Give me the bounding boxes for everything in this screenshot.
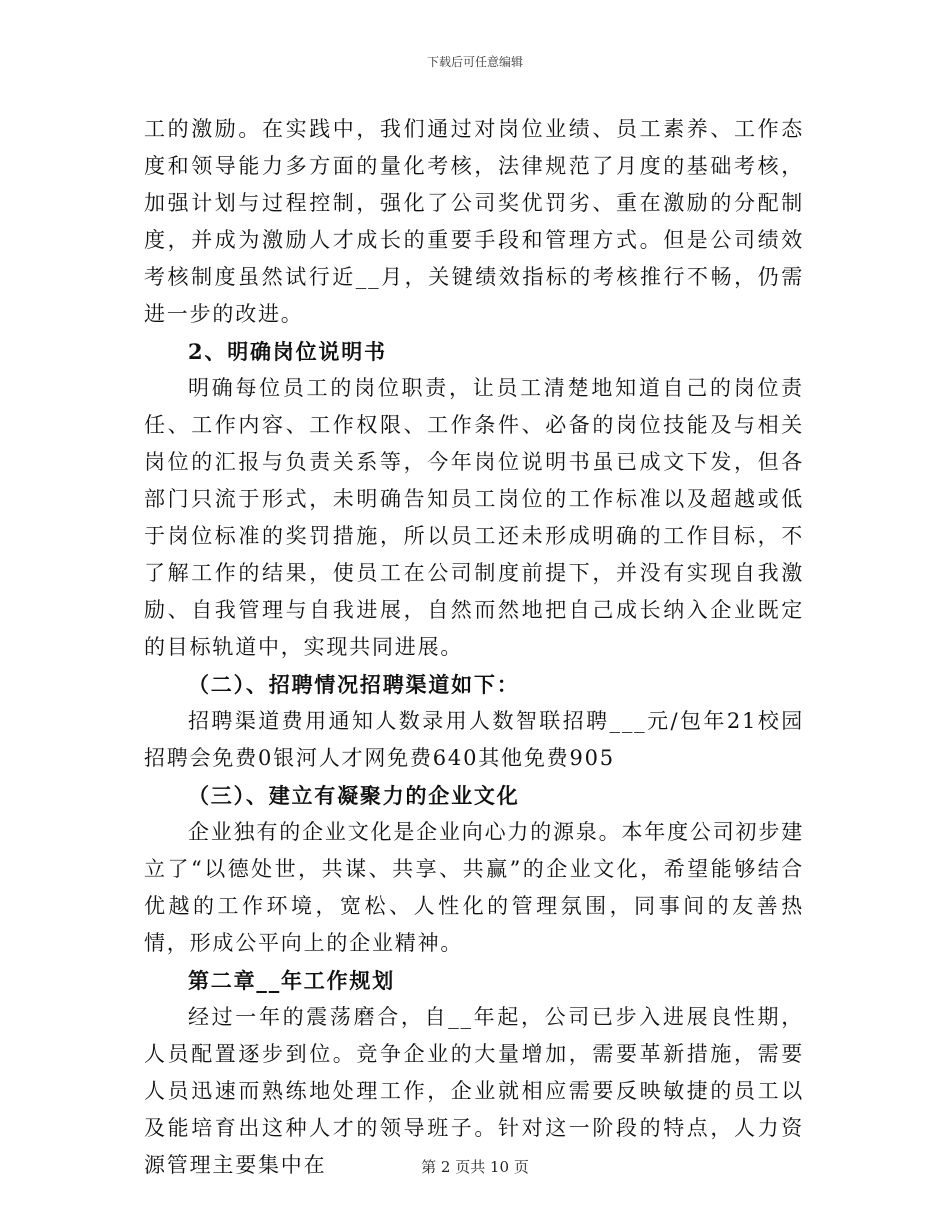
heading-culture: （三）、建立有凝聚力的企业文化 (188, 783, 520, 808)
paragraph-recruitment: 招聘渠道费用通知人数录用人数智联招聘___元/包年21校园招聘会免费0银河人才网免费640其他免费905 (144, 709, 804, 770)
paragraph-work-plan: 经过一年的震荡磨合，自__年起，公司已步入进展良性期，人员配置逐步到位。竞争企业的大量增加，需要革新措施，需要人员迅速而熟练地处理工作，企业就相应需要反映敏捷的员工以及能培育出这种人才的领导班子。针对这一阶段的特点，人力资源管理主要集中在 (144, 1005, 804, 1177)
paragraph-job-description: 明确每位员工的岗位职责，让员工清楚地知道自己的岗位责任、工作内容、工作权限、工作条件、必备的岗位技能及与相关岗位的汇报与负责关系等，今年岗位说明书虽已成文下发，但各部门只流于形式，未明确告知员工岗位的工作标准以及超越或低于岗位标准的奖罚措施，所以员工还未形成明确的工作目标，不了解工作的结果，使员工在公司制度前提下，并没有实现自我激励、自我管理与自我进展，自然而然地把自己成长纳入企业既定的目标轨道中，实现共同进展。 (144, 376, 804, 659)
heading-job-description: 2、明确岗位说明书 (188, 339, 387, 364)
paragraph-performance: 工的激励。在实践中，我们通过对岗位业绩、员工素养、工作态度和领导能力多方面的量化考核，法律规范了月度的基础考核，加强计划与过程控制，强化了公司奖优罚劣、重在激励的分配制度，并成为激励人才成长的重要手段和管理方式。但是公司绩效考核制度虽然试行近__月，关键绩效指标的考核推行不畅，仍需进一步的改进。 (144, 117, 804, 326)
paragraph-culture: 企业独有的企业文化是企业向心力的源泉。本年度公司初步建立了“以德处世，共谋、共享、共赢”的企业文化，希望能够结合优越的工作环境，宽松、人性化的管理氛围，同事间的友善热情，形成公平向上的企业精神。 (144, 820, 804, 955)
heading-chapter-two: 第二章__年工作规划 (188, 968, 395, 993)
heading-recruitment: （二）、招聘情况招聘渠道如下： (188, 672, 520, 697)
page-header: 下载后可任意编辑 (426, 55, 523, 69)
page-number: 第 2 页共 10 页 (421, 1158, 529, 1176)
document-body (144, 111, 804, 1184)
